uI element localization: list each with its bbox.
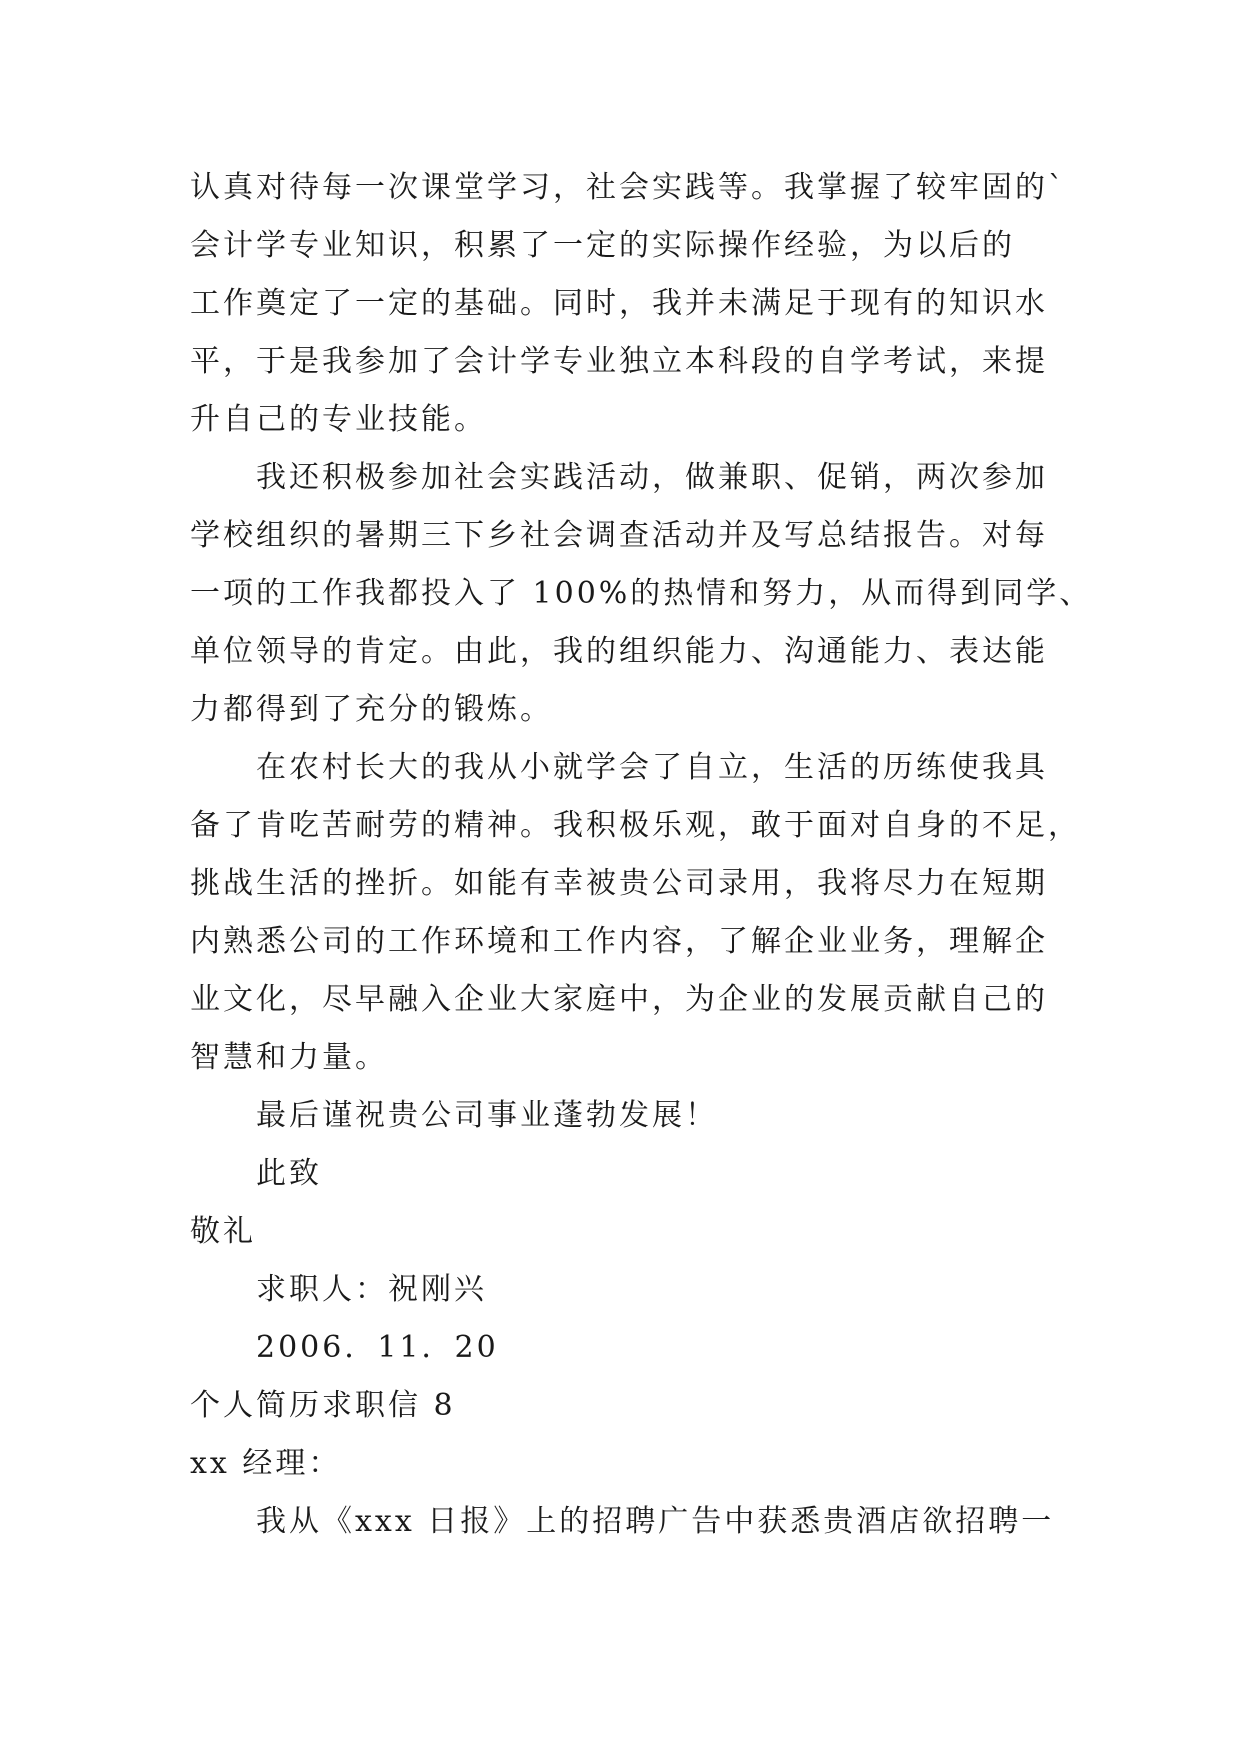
text-line: 挑战生活的挫折。如能有幸被贵公司录用，我将尽力在短期 [190, 866, 1048, 901]
text-line: 我从《xxx 日报》上的招聘广告中获悉贵酒店欲招聘一 [256, 1504, 1055, 1539]
text-line: 认真对待每一次课堂学习，社会实践等。我掌握了较牢固的` [190, 170, 1066, 205]
date: 2006．11．20 [256, 1330, 499, 1365]
text-line: 在农村长大的我从小就学会了自立，生活的历练使我具 [256, 750, 1048, 785]
text-line: 智慧和力量。 [190, 1040, 388, 1075]
text-line: 平，于是我参加了会计学专业独立本科段的自学考试，来提 [190, 344, 1048, 379]
text-line: 一项的工作我都投入了 100%的热情和努力，从而得到同学、 [190, 576, 1093, 611]
signature: 求职人：祝刚兴 [256, 1272, 487, 1307]
salutation-line: 敬礼 [190, 1214, 256, 1249]
text-line: 力都得到了充分的锻炼。 [190, 692, 553, 727]
greeting: xx 经理： [190, 1446, 342, 1481]
text-line: 我还积极参加社会实践活动，做兼职、促销，两次参加 [256, 460, 1048, 495]
text-line: 会计学专业知识，积累了一定的实际操作经验，为以后的 [190, 228, 1015, 263]
closing-wish: 最后谨祝贵公司事业蓬勃发展！ [256, 1098, 718, 1133]
text-line: 内熟悉公司的工作环境和工作内容，了解企业业务，理解企 [190, 924, 1048, 959]
text-line: 业文化，尽早融入企业大家庭中，为企业的发展贡献自己的 [190, 982, 1048, 1017]
text-line: 备了肯吃苦耐劳的精神。我积极乐观，敢于面对自身的不足， [190, 808, 1081, 843]
text-line: 工作奠定了一定的基础。同时，我并未满足于现有的知识水 [190, 286, 1048, 321]
text-line: 学校组织的暑期三下乡社会调查活动并及写总结报告。对每 [190, 518, 1048, 553]
section-title: 个人简历求职信 8 [190, 1388, 456, 1423]
text-line: 升自己的专业技能。 [190, 402, 487, 437]
salutation-line: 此致 [256, 1156, 322, 1191]
text-line: 单位领导的肯定。由此，我的组织能力、沟通能力、表达能 [190, 634, 1048, 669]
